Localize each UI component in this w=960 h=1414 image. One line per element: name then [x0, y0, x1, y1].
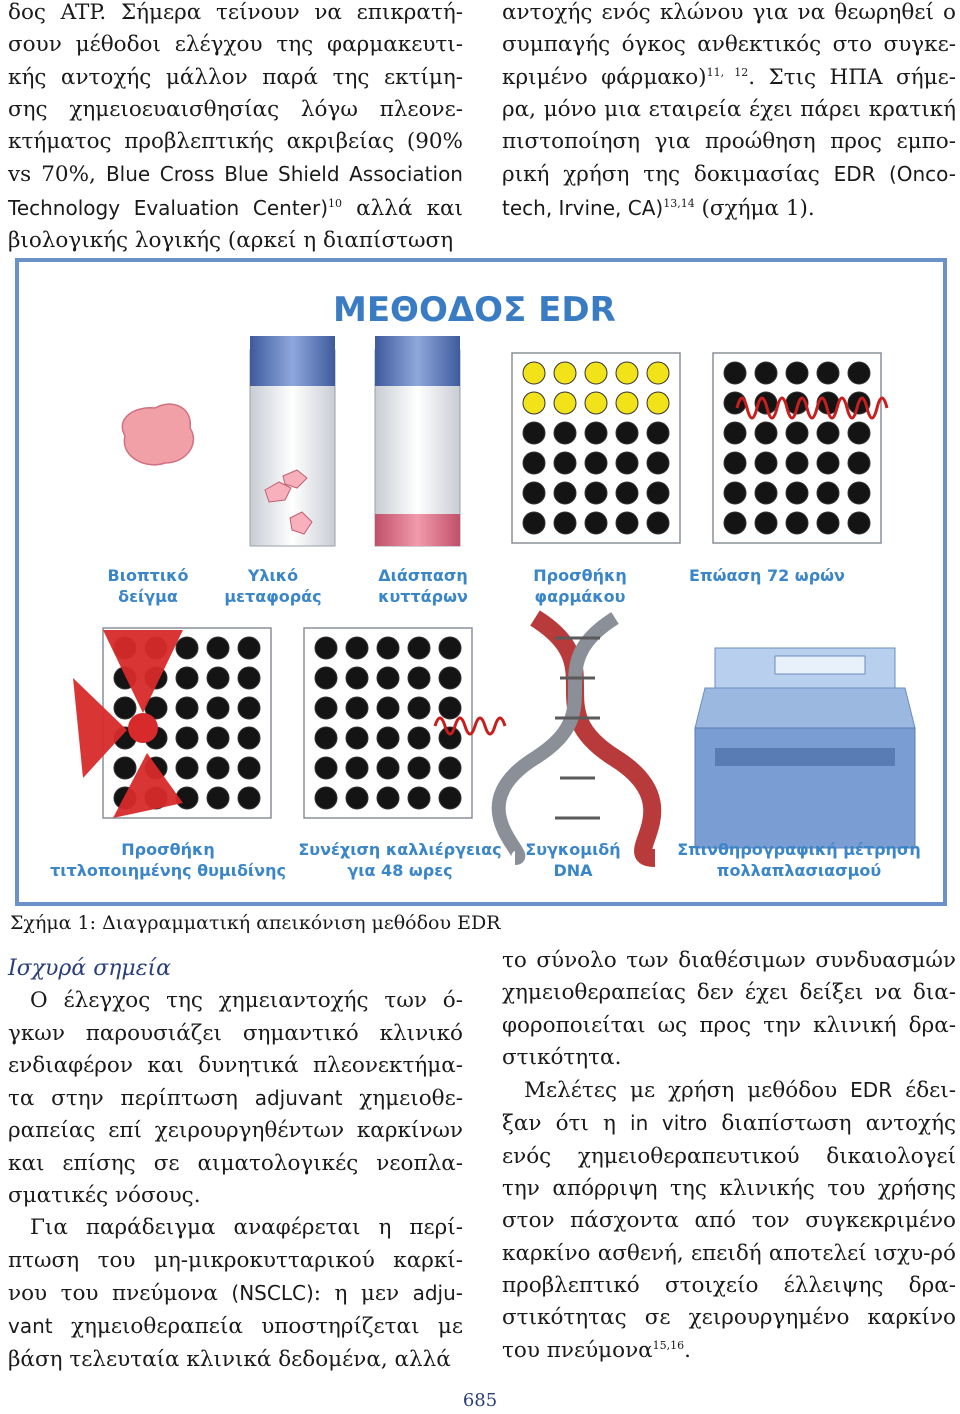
well-dot [408, 697, 430, 719]
label-lysis-2: κυττάρων [378, 587, 468, 606]
well-dot [408, 667, 430, 689]
well-dot [315, 637, 337, 659]
well-dot [647, 392, 669, 414]
text-run-sans: Blue Cross Blue Shield Association Technology Evaluation Center) [8, 162, 463, 220]
label-dna-1: Συγκομιδή [525, 840, 621, 859]
label-counting-2: πολλαπλασιασμού [716, 861, 882, 880]
top-right-column [502, 0, 956, 225]
well-dot [647, 512, 669, 534]
well-dot [523, 452, 545, 474]
well-dot [439, 667, 461, 689]
well-dot [724, 422, 746, 444]
well-dot [176, 637, 198, 659]
well-dot [724, 512, 746, 534]
well-dot [439, 637, 461, 659]
well-dot [848, 362, 870, 384]
well-dot [616, 362, 638, 384]
transport-tube [250, 336, 335, 546]
well-dot [439, 697, 461, 719]
well-dot [346, 727, 368, 749]
label-counting-1: Σπινθηρογραφική μέτρηση [677, 840, 921, 859]
text-run: Για παράδειγμα αναφέρεται η περί-πτωση του μη-μικροκυτταρικού καρκί-νου του πνεύμονα [8, 1215, 463, 1306]
edr-method-figure [15, 258, 947, 906]
well-dot [114, 697, 136, 719]
cell-lysis-tube [375, 336, 460, 546]
label-biopsy-2: δείγμα [118, 587, 178, 606]
plate-continue-culture [304, 628, 472, 818]
well-dot [439, 787, 461, 809]
well-dot [523, 362, 545, 384]
well-dot [238, 697, 260, 719]
bottom-right-column [502, 945, 956, 1367]
well-dot [755, 482, 777, 504]
well-dot [786, 512, 808, 534]
label-lysis-1: Διάσπαση [378, 566, 468, 585]
well-dot [346, 667, 368, 689]
well-dot [377, 727, 399, 749]
text-run-sans: EDR (Onco-tech, Irvine, CA) [502, 162, 956, 220]
well-dot [238, 787, 260, 809]
well-dot [176, 727, 198, 749]
well-dot [554, 452, 576, 474]
text-run: (σχήμα 1). [694, 195, 815, 221]
well-dot [377, 667, 399, 689]
well-dot [315, 787, 337, 809]
well-dot [848, 512, 870, 534]
well-dot [207, 637, 229, 659]
well-dot [817, 452, 839, 474]
label-add-drug-1: Προσθήκη [533, 566, 627, 585]
well-dot [585, 452, 607, 474]
well-dot [207, 757, 229, 779]
figure-title: ΜΕΘΟΔΟΣ EDR [333, 290, 616, 330]
well-dot [786, 422, 808, 444]
well-dot [724, 482, 746, 504]
well-dot [724, 392, 746, 414]
well-dot [408, 757, 430, 779]
well-dot [377, 697, 399, 719]
well-dot [554, 362, 576, 384]
well-dot [616, 452, 638, 474]
intro-paragraph-left [8, 0, 463, 257]
well-dot [724, 362, 746, 384]
well-dot [176, 757, 198, 779]
well-dot [238, 757, 260, 779]
well-dot [554, 482, 576, 504]
well-dot [647, 422, 669, 444]
well-dot [786, 452, 808, 474]
well-dot [647, 362, 669, 384]
label-add-drug-2: φαρμάκου [534, 587, 626, 606]
well-dot [817, 512, 839, 534]
label-culture-1: Συνέχιση καλλιέργειας [298, 840, 502, 859]
text-run: δος ATP. Σήμερα τείνουν να επικρατή-σουν μέθοδοι ελέγχου της φαρμακευτι-κής αντοχής μάλλον παρά της εκτίμη-σης χημειοευαισθησίας λόγω πλεονε-κτήματος προβλεπτικής ακριβείας (90% vs 70%, [8, 0, 463, 188]
well-dot [817, 482, 839, 504]
section-heading: Ισχυρά σημεία [8, 956, 171, 981]
well-dot [817, 422, 839, 444]
well-dot [786, 482, 808, 504]
well-dot [848, 452, 870, 474]
text-run-sans: EDR [850, 1078, 893, 1103]
label-culture-2: για 48 ωρες [347, 861, 453, 880]
label-thymidine-2: τιτλοποιημένης θυμιδίνης [50, 861, 286, 880]
well-dot [755, 512, 777, 534]
text-run: χημειοθε-ραπείας επί χειρουργηθέντων καρκίνων και επίσης σε αιματολογικές νεοπλα-σματικές νόσους. [8, 1086, 464, 1209]
well-dot [346, 697, 368, 719]
well-dot [315, 727, 337, 749]
well-dot [755, 362, 777, 384]
well-dot [315, 757, 337, 779]
label-incubation: Επώαση 72 ωρών [689, 566, 845, 585]
label-dna-2: DNA [553, 861, 593, 880]
well-dot [207, 787, 229, 809]
well-dot [647, 482, 669, 504]
well-dot [346, 787, 368, 809]
well-dot [207, 727, 229, 749]
well-dot [724, 452, 746, 474]
well-dot [616, 422, 638, 444]
well-dot [848, 422, 870, 444]
well-dot [554, 422, 576, 444]
label-thymidine-1: Προσθήκη [121, 840, 215, 859]
well-dot [207, 667, 229, 689]
well-dot [616, 482, 638, 504]
plate-add-drug [512, 353, 680, 543]
well-dot [554, 392, 576, 414]
top-left-column [8, 0, 463, 257]
well-dot [523, 392, 545, 414]
well-dot [523, 512, 545, 534]
paragraph-studies [502, 1074, 956, 1367]
bottom-left-column [8, 953, 463, 1376]
well-dot [755, 422, 777, 444]
reference-sup: 15,16 [652, 1338, 685, 1352]
well-dot [238, 667, 260, 689]
well-dot [585, 512, 607, 534]
text-run: Μελέτες με χρήση μεθόδου [524, 1078, 851, 1104]
well-dot [585, 422, 607, 444]
text-run: . [684, 1337, 692, 1363]
label-biopsy-1: Βιοπτικό [107, 566, 189, 585]
page-number: 685 [462, 1390, 498, 1411]
text-run: διαπίστωση αντοχής ενός χημειοθεραπευτικού δικαιολογεί την απόρριψη της κλινικής του χρήσης στον πάσχοντα από τον συγκεκριμένο καρκίνο ασθενή, επειδή αποτελεί ισχυ-ρό προβλεπτικό στοιχείο έλλειψης δρα-στικότητας σε χειρουργημένο καρκίνο του πνεύμονα [502, 1111, 956, 1363]
well-dot [408, 727, 430, 749]
well-dot [176, 697, 198, 719]
paragraph-example [8, 1212, 463, 1375]
well-dot [346, 637, 368, 659]
well-dot [585, 482, 607, 504]
well-dot [346, 757, 368, 779]
well-dot [439, 757, 461, 779]
text-run: αντοχής ενός κλώνου για να θεωρηθεί ο συμπαγής όγκος ανθεκτικός στο συγκε-κριμένο φάρμακο) [502, 0, 956, 90]
well-dot [377, 637, 399, 659]
text-run: χημειοθεραπεία υποστηρίζεται με βάση τελευταία κλινικά δεδομένα, αλλά [8, 1314, 463, 1372]
text-run-sans: adjuvant [254, 1086, 343, 1111]
well-dot [755, 452, 777, 474]
well-dot [207, 697, 229, 719]
text-run: έδει-ξαν ότι η [502, 1078, 957, 1137]
well-dot [238, 727, 260, 749]
label-transport-2: μεταφοράς [224, 587, 322, 606]
well-dot [439, 727, 461, 749]
text-run: Ο έλεγχος της χημειαντοχής των ό-γκων παρουσιάζει σημαντικό κλινικό ενδιαφέρον και δυνητικά πλεονεκτήμα-τα στην περίπτωση [8, 988, 463, 1112]
label-transport-1: Υλικό [247, 566, 299, 585]
text-run-sans: adju-vant [8, 1280, 463, 1339]
text-run: αλλά και βιολογικής λογικής (αρκεί η διαπίστωση [8, 195, 463, 254]
well-dot [315, 697, 337, 719]
well-dot [238, 637, 260, 659]
well-dot [616, 392, 638, 414]
reference-sup: 13,14 [663, 196, 695, 210]
well-dot [377, 787, 399, 809]
paragraph-continuation: το σύνολο των διαθέσιμων συνδυασμών χημειοθεραπείας δεν έχει δείξει να δια-φοροποιείται ως προς την κλινική δρα-στικότητα. [502, 948, 956, 1070]
well-dot [554, 512, 576, 534]
plate-incubation [713, 353, 881, 543]
text-run-sans: in vitro [630, 1111, 708, 1136]
well-dot [523, 482, 545, 504]
well-dot [408, 637, 430, 659]
well-dot [647, 452, 669, 474]
well-dot [523, 422, 545, 444]
well-dot [616, 512, 638, 534]
well-dot [585, 362, 607, 384]
well-dot [848, 482, 870, 504]
well-dot [585, 392, 607, 414]
well-dot [408, 787, 430, 809]
well-dot [817, 362, 839, 384]
well-dot [114, 757, 136, 779]
figure-caption: Σχήμα 1: Διαγραμματική απεικόνιση μεθόδου EDR [10, 912, 501, 934]
biopsy-sample-shape [122, 404, 193, 465]
text-run: . Στις ΗΠΑ σήμε-ρα, μόνο μια εταιρεία έχει πάρει κρατική πιστοποίηση για προώθηση προς εμπο-ρική χρήση της δοκιμασίας [502, 64, 956, 188]
scintillation-counter-icon [695, 648, 915, 848]
text-run-sans: (NSCLC) [231, 1280, 314, 1305]
well-dot [377, 757, 399, 779]
intro-paragraph-right [502, 0, 956, 225]
well-dot [786, 362, 808, 384]
reference-sup: 10 [328, 196, 343, 210]
well-dot [176, 667, 198, 689]
paragraph-strengths [8, 985, 463, 1212]
reference-sup: 11, 12 [706, 65, 749, 79]
well-dot [315, 667, 337, 689]
text-run: : η μεν [313, 1280, 413, 1306]
